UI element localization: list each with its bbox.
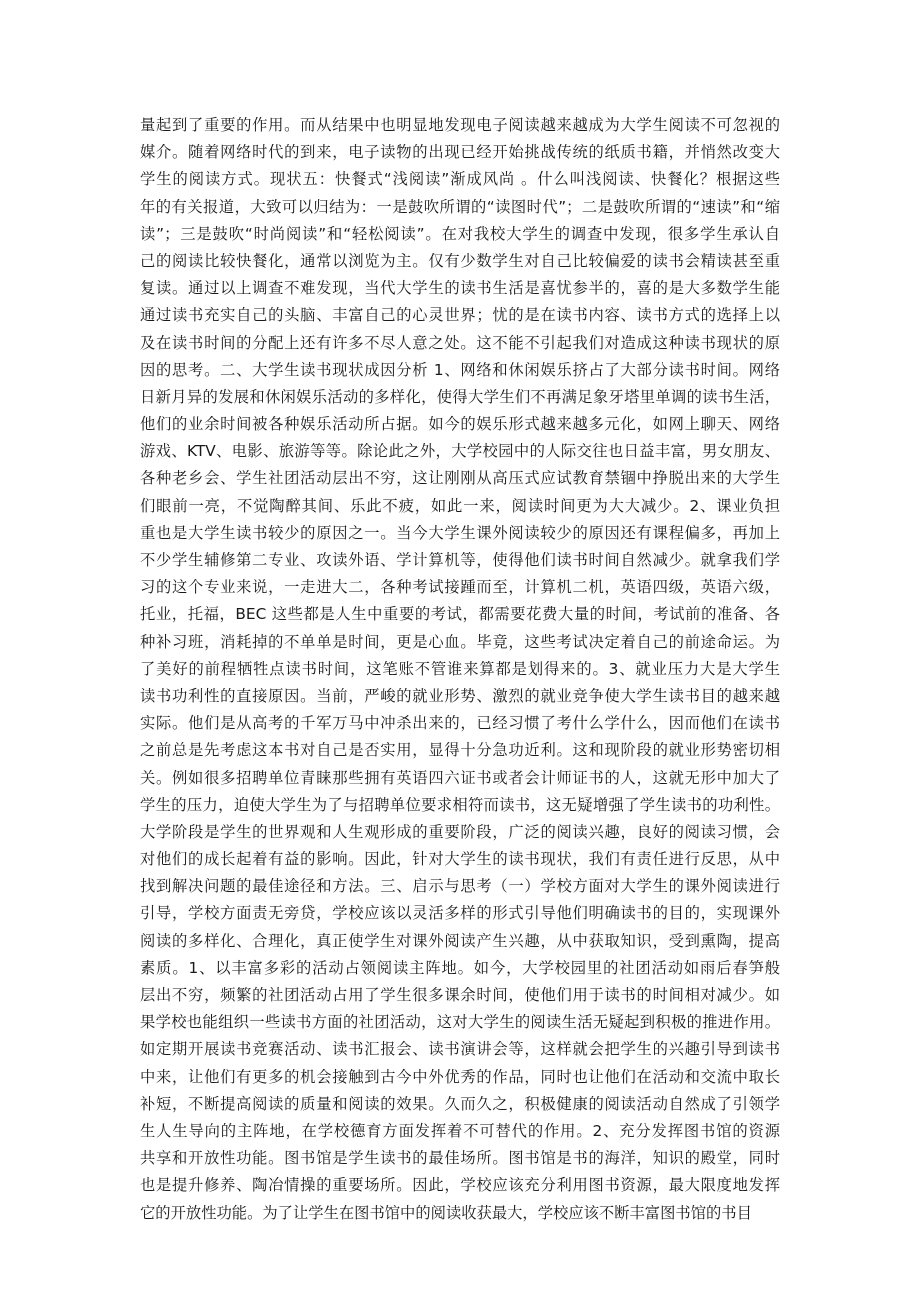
paragraph-line: 不少学生辅修第二专业、攻读外语、学计算机等，使得他们读书时间自然减少。就拿我们学 (140, 551, 780, 569)
paragraph-line: 读”；三是鼓吹“时尚阅读”和“轻松阅读”。在对我校大学生的调查中发现，很多学生承认自 (140, 224, 780, 243)
paragraph-line: 引导，学校方面责无旁贷，学校应该以灵活多样的形式引导他们明确读书的目的，实现课外 (140, 904, 780, 923)
paragraph-line: 己的阅读比较快餐化，通常以浏览为主。仅有少数学生对自己比较偏爱的读书会精读甚至重 (140, 251, 780, 270)
paragraph-line: 习的这个专业来说，一走进大二，各种考试接踵而至，计算机二机，英语四级，英语六级， (140, 578, 780, 597)
paragraph-line: 层出不穷，频繁的社团活动占用了学生很多课余时间，使他们用于读书的时间相对减少。如 (140, 986, 780, 1004)
paragraph-line: 日新月异的发展和休闲娱乐活动的多样化，使得大学生们不再满足象牙塔里单调的读书生活， (140, 387, 780, 406)
paragraph-line: 因的思考。二、大学生读书现状成因分析 1、网络和休闲娱乐挤占了大部分读书时间。网络 (140, 360, 780, 379)
paragraph-line: 补短，不断提高阅读的质量和阅读的效果。久而久之，积极健康的阅读活动自然成了引领学 (140, 1094, 780, 1113)
paragraph-line: 果学校也能组织一些读书方面的社团活动，这对大学生的阅读生活无疑起到积极的推进作用。 (140, 1013, 780, 1032)
paragraph-line: 了美好的前程牺牲点读书时间，这笔账不管谁来算都是划得来的。3、就业压力大是大学生 (140, 659, 780, 678)
paragraph-line: 读书功利性的直接原因。当前，严峻的就业形势、激烈的就业竞争使大学生读书目的越来越 (140, 686, 780, 705)
body-text (140, 112, 780, 1227)
paragraph-line: 量起到了重要的作用。而从结果中也明显地发现电子阅读越来越成为大学生阅读不可忽视的 (140, 116, 780, 134)
paragraph-line: 关。例如很多招聘单位青睐那些拥有英语四六证书或者会计师证书的人，这就无形中加大了 (140, 768, 780, 787)
paragraph-line: 种补习班，消耗掉的不单单是时间，更是心血。毕竟，这些考试决定着自己的前途命运。为 (140, 632, 780, 651)
paragraph-line: 实际。他们是从高考的千军万马中冲杀出来的，已经习惯了考什么学什么，因而他们在读书 (140, 714, 780, 733)
paragraph-line: 托业，托福，BEC 这些都是人生中重要的考试，都需要花费大量的时间，考试前的准备、各 (140, 605, 780, 624)
paragraph-line: 素质。1、以丰富多彩的活动占领阅读主阵地。如今，大学校园里的社团活动如雨后春笋般 (140, 958, 780, 977)
paragraph-line: 媒介。随着网络时代的到来，电子读物的出现已经开始挑战传统的纸质书籍，并悄然改变大 (140, 143, 780, 162)
paragraph-line: 大学阶段是学生的世界观和人生观形成的重要阶段，广泛的阅读兴趣，良好的阅读习惯，会 (140, 822, 780, 841)
paragraph-line: 通过读书充实自己的头脑、丰富自己的心灵世界；忧的是在读书内容、读书方式的选择上以 (140, 306, 780, 325)
paragraph-line: 他们的业余时间被各种娱乐活动所占据。如今的娱乐形式越来越多元化，如网上聊天、网络 (140, 415, 780, 434)
paragraph-line: 及在读书时间的分配上还有许多不尽人意之处。这不能不引起我们对造成这种读书现状的原 (140, 333, 780, 352)
paragraph-line: 重也是大学生读书较少的原因之一。当今大学生课外阅读较少的原因还有课程偏多，再加上 (140, 523, 780, 542)
paragraph-line: 找到解决问题的最佳途径和方法。三、启示与思考（一）学校方面对大学生的课外阅读进行 (140, 877, 780, 896)
paragraph-line: 年的有关报道，大致可以归结为：一是鼓吹所谓的“读图时代”；二是鼓吹所谓的“速读”和“缩 (140, 197, 780, 216)
paragraph-line: 阅读的多样化、合理化，真正使学生对课外阅读产生兴趣，从中获取知识，受到熏陶，提高 (140, 931, 780, 950)
paragraph-line: 复读。通过以上调查不难发现，当代大学生的读书生活是喜忧参半的，喜的是大多数学生能 (140, 279, 780, 298)
paragraph-line: 游戏、KTV、电影、旅游等等。除论此之外，大学校园中的人际交往也日益丰富，男女朋友、 (140, 442, 780, 461)
paragraph-line: 各种老乡会、学生社团活动层出不穷，这让刚刚从高压式应试教育禁锢中挣脱出来的大学生 (140, 469, 780, 488)
paragraph-line: 共享和开放性功能。图书馆是学生读书的最佳场所。图书馆是书的海洋，知识的殿堂，同时 (140, 1149, 780, 1168)
paragraph-line: 它的开放性功能。为了让学生在图书馆中的阅读收获最大，学校应该不断丰富图书馆的书目 (140, 1203, 752, 1222)
paragraph-line: 学生的阅读方式。现状五：快餐式“浅阅读”渐成风尚 。什么叫浅阅读、快餐化？根据这些 (140, 170, 780, 189)
paragraph-line: 中来，让他们有更多的机会接触到古今中外优秀的作品，同时也让他们在活动和交流中取长 (140, 1067, 780, 1086)
paragraph-line: 们眼前一亮，不觉陶醉其间、乐此不疲，如此一来，阅读时间更为大大减少。2、课业负担 (140, 496, 780, 515)
paragraph-line: 也是提升修养、陶冶情操的重要场所。因此，学校应该充分利用图书资源，最大限度地发挥 (140, 1176, 780, 1195)
paragraph-line: 之前总是先考虑这本书对自己是否实用，显得十分急功近利。这和现阶段的就业形势密切相 (140, 741, 780, 760)
paragraph-line: 生人生导向的主阵地，在学校德育方面发挥着不可替代的作用。2、充分发挥图书馆的资源 (140, 1121, 780, 1140)
paragraph-line: 如定期开展读书竞赛活动、读书汇报会、读书演讲会等，这样就会把学生的兴趣引导到读书 (140, 1040, 780, 1059)
paragraph-line: 对他们的成长起着有益的影响。因此，针对大学生的读书现状，我们有责任进行反思，从中 (140, 850, 780, 869)
paragraph-line: 学生的压力，迫使大学生为了与招聘单位要求相符而读书，这无疑增强了学生读书的功利性。 (140, 795, 780, 814)
